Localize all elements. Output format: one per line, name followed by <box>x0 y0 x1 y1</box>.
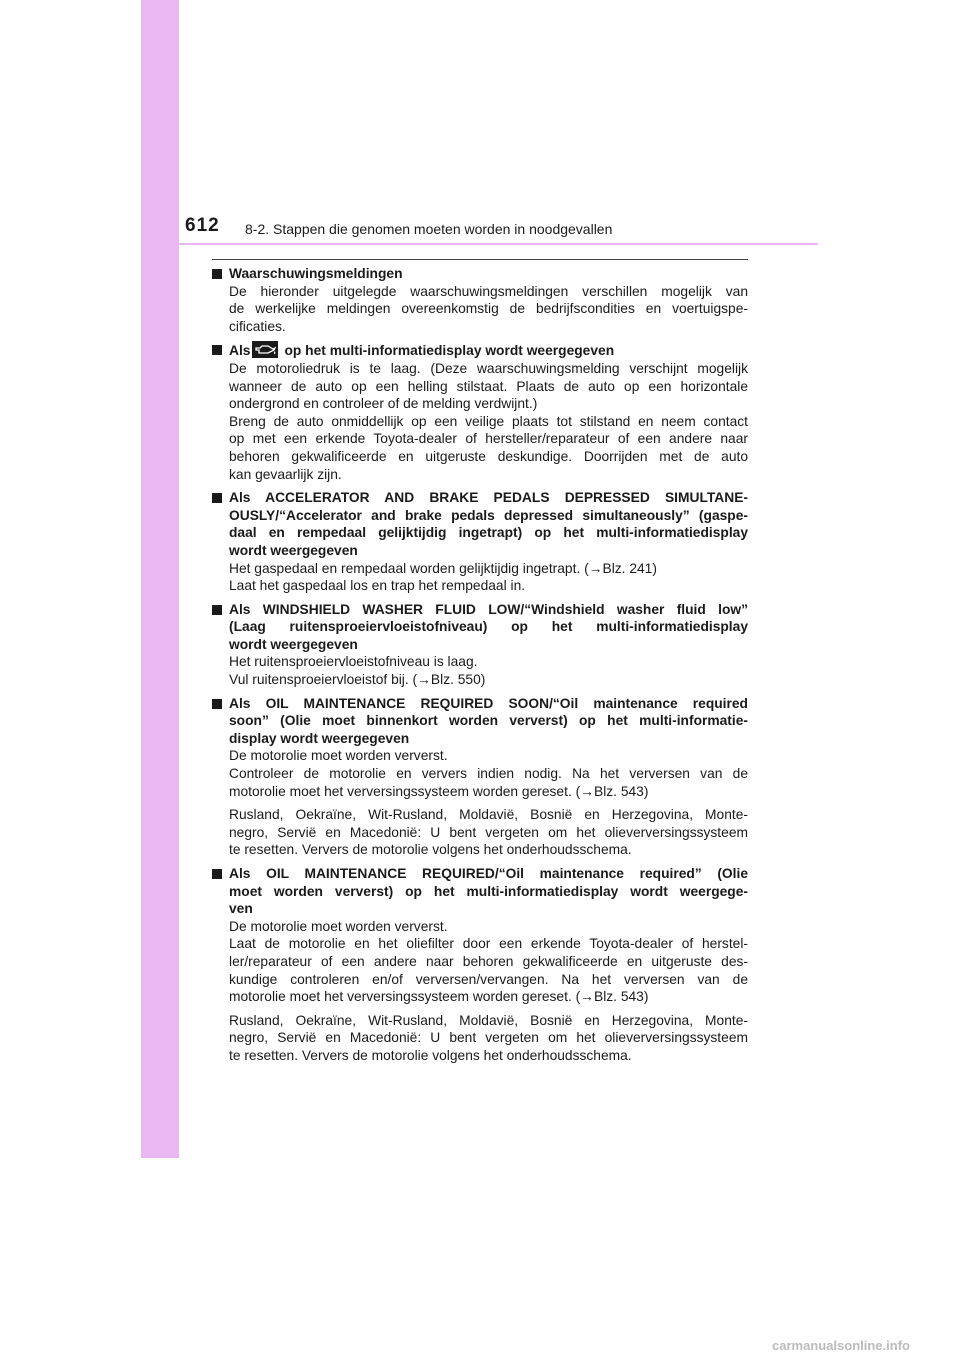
heading-line: Als ACCELERATOR AND BRAKE PEDALS DEPRESSED SIMULTANE- <box>229 490 748 506</box>
body-line: De motorolie moet worden ververst. <box>229 918 448 934</box>
body-line: kundige controleren en/of verversen/vervangen. Na het verversen van de <box>229 971 748 987</box>
body-paragraph <box>212 560 748 595</box>
page-content <box>212 265 748 1071</box>
heading-line <box>229 341 748 360</box>
square-bullet-icon <box>212 269 222 279</box>
page-number: 612 <box>185 215 220 236</box>
section-heading <box>212 695 748 748</box>
warning-section <box>212 865 748 1065</box>
warning-section <box>212 341 748 483</box>
heading-line: (Laag ruitensproeiervloeistofniveau) op het multi-informatiedisplay <box>229 619 748 635</box>
body-paragraph <box>212 747 748 800</box>
square-bullet-icon <box>212 493 222 503</box>
section-title: 8-2. Stappen die genomen moeten worden in noodgevallen <box>245 221 613 237</box>
body-line: Rusland, Oekraïne, Wit-Rusland, Moldavië, Bosnië en Herzegovina, Monte- <box>229 807 748 823</box>
body-line: de werkelijke meldingen overeenkomstig de bedrijfscondities en voertuigspe- <box>229 301 748 317</box>
section-heading <box>212 601 748 654</box>
heading-line: wordt weergegeven <box>229 636 358 652</box>
section-heading <box>212 489 748 559</box>
body-line: Het ruitensproeiervloeistofniveau is laag. <box>229 654 478 670</box>
header-divider <box>141 243 818 245</box>
body-line: motorolie moet het verversingssysteem worden gereset. (→Blz. 543) <box>229 783 649 799</box>
body-line: te resetten. Ververs de motorolie volgens het onderhoudsschema. <box>229 1047 632 1063</box>
heading-line: wordt weergegeven <box>229 542 358 558</box>
body-paragraph <box>212 283 748 336</box>
body-line: behoren gekwalificeerde en uitgeruste deskundige. Doorrijden met de auto <box>229 448 748 464</box>
body-line: De motoroliedruk is te laag. (Deze waarschuwingsmelding verschijnt mogelijk <box>229 360 748 376</box>
body-line: negro, Servië en Macedonië: U bent vergeten om het olieverversingssysteem <box>229 1030 748 1046</box>
body-line: cificaties. <box>229 318 286 334</box>
body-line: Vul ruitensproeiervloeistof bij. (→Blz. 550) <box>229 672 486 688</box>
body-line: op met een erkende Toyota-dealer of hersteller/reparateur of een andere naar <box>229 431 748 447</box>
heading-line: daal en rempedaal gelijktijdig ingetrapt) op het multi-informatiedisplay <box>229 525 748 541</box>
body-line: ler/reparateur of een andere naar behoren gekwalificeerde en uitgeruste des- <box>229 953 748 969</box>
heading-prefix: Als <box>229 343 251 359</box>
heading-line: moet worden ververst) op het multi-informatiedisplay wordt weergege- <box>229 883 748 899</box>
heading-line: OUSLY/“Accelerator and brake pedals depressed simultaneously” (gaspe- <box>229 507 748 523</box>
body-line: ondergrond en controleer of de melding verdwijnt.) <box>229 396 538 412</box>
chapter-tab-bar <box>141 0 179 1158</box>
warning-section <box>212 489 748 595</box>
heading-line: Als OIL MAINTENANCE REQUIRED/“Oil maintenance required” (Olie <box>229 866 748 881</box>
heading-line: soon” (Olie moet binnenkort worden ververst) op het multi-informatie- <box>229 713 748 729</box>
section-heading <box>212 265 748 283</box>
warning-section <box>212 601 748 689</box>
body-line: Laat het gaspedaal los en trap het rempedaal in. <box>229 578 526 594</box>
body-line: Controleer de motorolie en ververs indien nodig. Na het verversen van de <box>229 766 748 782</box>
body-paragraph <box>212 806 748 859</box>
section-heading <box>212 341 748 360</box>
body-line: negro, Servië en Macedonië: U bent vergeten om het olieverversingssysteem <box>229 824 748 840</box>
watermark-url: carmanualsonline.info <box>772 1338 910 1353</box>
square-bullet-icon <box>212 869 222 879</box>
content-divider <box>212 259 748 260</box>
body-line: De motorolie moet worden ververst. <box>229 748 448 764</box>
warning-section <box>212 695 748 859</box>
heading-line: Waarschuwingsmeldingen <box>229 266 403 281</box>
heading-line: display wordt weergegeven <box>229 730 410 746</box>
body-line: Het gaspedaal en rempedaal worden gelijktijdig ingetrapt. (→Blz. 241) <box>229 560 657 576</box>
body-line: De hieronder uitgelegde waarschuwingsmeldingen verschillen mogelijk van <box>229 283 748 299</box>
square-bullet-icon <box>212 345 222 355</box>
body-paragraph <box>212 1012 748 1065</box>
square-bullet-icon <box>212 605 222 615</box>
body-line: Breng de auto onmiddellijk op een veilige plaats tot stilstand en neem contact <box>229 413 748 429</box>
heading-line: Als WINDSHIELD WASHER FLUID LOW/“Windshield washer fluid low” <box>229 601 748 617</box>
oil-pressure-icon <box>252 341 278 358</box>
body-line: Laat de motorolie en het oliefilter door een erkende Toyota-dealer of herstel- <box>229 936 748 952</box>
square-bullet-icon <box>212 699 222 709</box>
body-line: motorolie moet het verversingssysteem worden gereset. (→Blz. 543) <box>229 989 649 1005</box>
body-paragraph <box>212 918 748 1006</box>
body-line: kan gevaarlijk zijn. <box>229 466 342 482</box>
heading-line: ven <box>229 901 253 917</box>
warning-section <box>212 265 748 335</box>
body-line: te resetten. Ververs de motorolie volgens het onderhoudsschema. <box>229 842 632 858</box>
body-paragraph <box>212 360 748 483</box>
heading-line: Als OIL MAINTENANCE REQUIRED SOON/“Oil maintenance required <box>229 695 748 711</box>
body-line: wanneer de auto op een helling stilstaat. Plaats de auto op een horizontale <box>229 378 748 394</box>
section-heading <box>212 865 748 918</box>
heading-suffix: op het multi-informatiedisplay wordt weergegeven <box>284 343 615 359</box>
body-line: Rusland, Oekraïne, Wit-Rusland, Moldavië, Bosnië en Herzegovina, Monte- <box>229 1012 748 1028</box>
body-paragraph <box>212 653 748 688</box>
